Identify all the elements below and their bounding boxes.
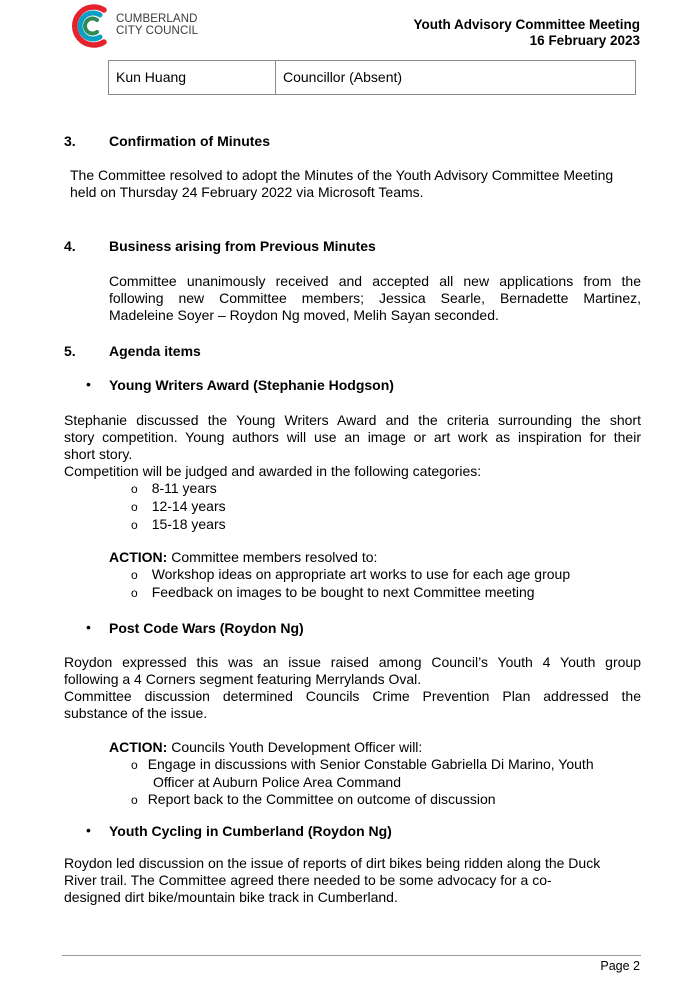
attendee-name: Kun Huang xyxy=(109,61,276,94)
circle-bullet-icon: o xyxy=(131,518,138,532)
footer-divider xyxy=(62,955,641,956)
agenda-item-1-title: Young Writers Award (Stephanie Hodgson) xyxy=(109,377,394,393)
list-item: o Report back to the Committee on outcome of discussion xyxy=(131,791,496,807)
text-line: substance of the issue. xyxy=(64,705,208,721)
logo-wordmark xyxy=(116,13,198,37)
meeting-title: Youth Advisory Committee Meeting xyxy=(413,17,640,32)
circle-bullet-icon: o xyxy=(131,500,138,514)
agenda-item-3-title: Youth Cycling in Cumberland (Roydon Ng) xyxy=(109,823,392,839)
list-item-continuation: Officer at Auburn Police Area Command xyxy=(153,774,401,790)
text-line: The Committee resolved to adopt the Minutes of the Youth Advisory Committee Meeting xyxy=(70,167,614,183)
circle-bullet-icon: o xyxy=(131,482,138,496)
meeting-date: 16 February 2023 xyxy=(529,33,640,48)
page-header xyxy=(413,17,640,49)
text-line: short story. xyxy=(64,446,133,462)
text-line: Committee discussion determined Councils Crime Prevention Plan addressed the xyxy=(64,688,641,704)
text-line: following a 4 Corners segment featuring Merrylands Oval. xyxy=(64,671,422,687)
circle-bullet-icon: o xyxy=(131,758,138,772)
action-list-2 xyxy=(131,756,594,809)
section-3-heading: Confirmation of Minutes xyxy=(109,133,270,149)
page-number: Page 2 xyxy=(600,959,640,973)
list-item: o Feedback on images to be bought to next Committee meeting xyxy=(131,584,535,600)
logo-line-2: CITY COUNCIL xyxy=(116,25,199,37)
category-list xyxy=(131,480,226,534)
action-list-1 xyxy=(131,566,570,602)
section-4-heading: Business arising from Previous Minutes xyxy=(109,238,376,254)
agenda-item-2-action xyxy=(109,739,422,756)
list-item: o Engage in discussions with Senior Constable Gabriella Di Marino, Youth xyxy=(131,756,594,772)
section-4-body xyxy=(109,273,641,324)
list-item: o 12-14 years xyxy=(131,498,226,514)
text-line: River trail. The Committee agreed there needed to be some advocacy for a co- xyxy=(64,872,552,888)
circle-bullet-icon: o xyxy=(131,568,138,582)
text-line: designed dirt bike/mountain bike track in Cumberland. xyxy=(64,889,398,905)
text-line: Roydon led discussion on the issue of reports of dirt bikes being ridden along the Duck xyxy=(64,855,601,871)
section-4-number: 4. xyxy=(64,238,76,254)
agenda-item-1-action xyxy=(109,549,377,566)
text-line: Stephanie discussed the Young Writers Award and the criteria surrounding the short xyxy=(64,412,641,428)
section-5-number: 5. xyxy=(64,343,76,359)
text-line: story competition. Young authors will use an image or art work as inspiration for their xyxy=(64,429,641,445)
bullet-icon: • xyxy=(86,376,91,392)
action-label: ACTION: xyxy=(109,549,168,565)
text-line: Committee unanimously received and accepted all new applications from the xyxy=(109,273,641,289)
bullet-icon: • xyxy=(86,822,91,838)
section-5-heading: Agenda items xyxy=(109,343,201,359)
section-3-number: 3. xyxy=(64,133,76,149)
agenda-item-3-body xyxy=(64,855,641,906)
agenda-item-1-body xyxy=(64,412,641,480)
action-text: Committee members resolved to: xyxy=(167,549,378,565)
logo-line-1: CUMBERLAND xyxy=(116,13,198,25)
attendance-table-row xyxy=(108,60,636,95)
text-line: Madeleine Soyer – Roydon Ng moved, Melih Sayan seconded. xyxy=(109,307,499,323)
circle-bullet-icon: o xyxy=(131,586,138,600)
list-item: o Workshop ideas on appropriate art works to use for each age group xyxy=(131,566,571,582)
text-line: following new Committee members; Jessica Searle, Bernadette Martinez, xyxy=(109,290,641,306)
action-label: ACTION: xyxy=(109,739,168,755)
agenda-item-2-title: Post Code Wars (Roydon Ng) xyxy=(109,620,304,636)
attendee-role: Councillor (Absent) xyxy=(283,69,403,85)
action-text: Councils Youth Development Officer will: xyxy=(167,739,423,755)
circle-bullet-icon: o xyxy=(131,793,138,807)
agenda-item-2-body xyxy=(64,654,641,722)
section-3-body xyxy=(70,167,645,201)
text-line: held on Thursday 24 February 2022 via Microsoft Teams. xyxy=(70,184,424,200)
text-line: Competition will be judged and awarded in the following categories: xyxy=(64,463,482,479)
bullet-icon: • xyxy=(86,619,91,635)
text-line: Roydon expressed this was an issue raised among Council’s Youth 4 Youth group xyxy=(64,654,641,670)
council-logo-mark-icon xyxy=(64,0,116,52)
list-item: o 15-18 years xyxy=(131,516,226,532)
list-item: o 8-11 years xyxy=(131,480,217,496)
